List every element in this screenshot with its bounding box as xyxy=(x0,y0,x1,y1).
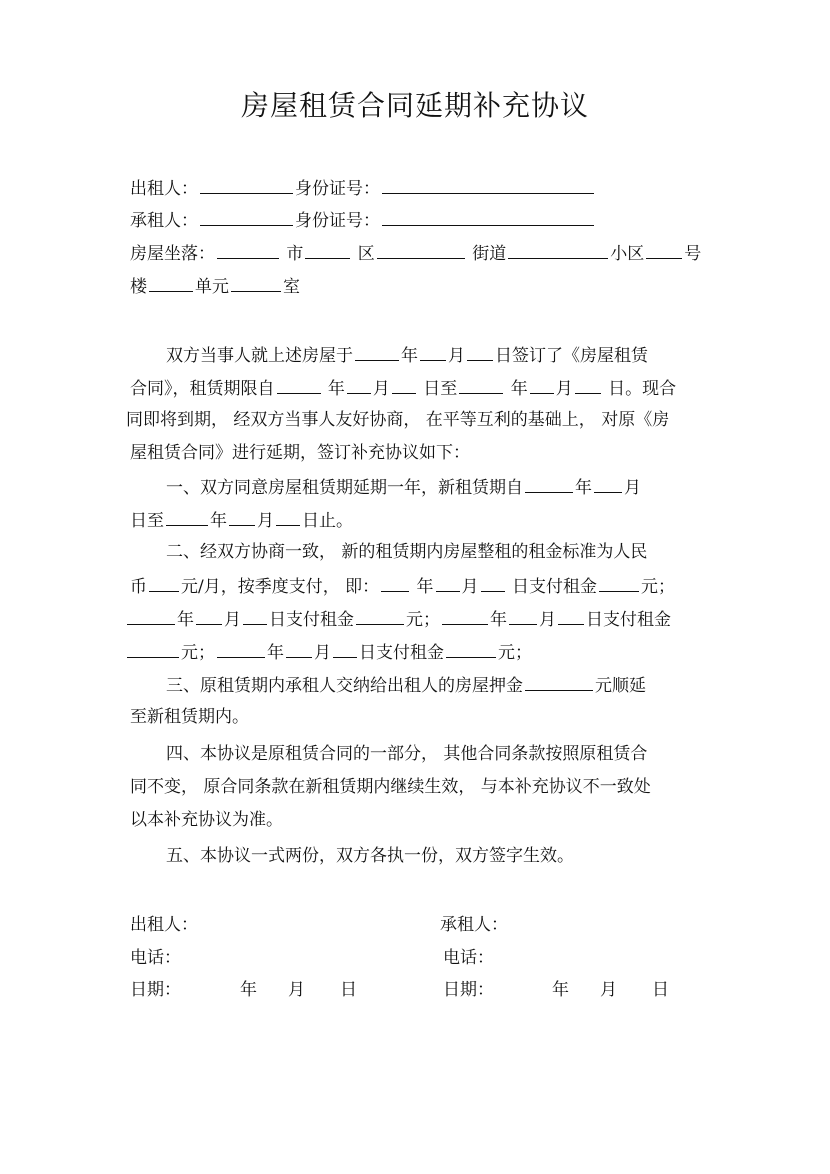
line-text: 一、双方同意房屋租赁期延期一年，新租赁期自 xyxy=(166,478,523,498)
fill-in-blank[interactable] xyxy=(243,607,267,625)
line-text: 日支付租金 xyxy=(269,610,354,630)
line-text: 同即将到期， 经双方当事人友好协商， 在平等互利的基础上， 对原《房 xyxy=(126,410,670,430)
fill-in-blank[interactable] xyxy=(200,208,293,226)
line-text: 元顺延 xyxy=(595,676,646,696)
line-text: 日支付租金 xyxy=(506,577,597,597)
fill-in-blank[interactable] xyxy=(217,241,279,259)
fill-in-blank[interactable] xyxy=(442,607,488,625)
line-text: 身份证号： xyxy=(295,211,380,231)
body-line xyxy=(130,508,353,532)
line-text: 四、本协议是原租赁合同的一部分， 其他合同条款按照原租赁合 xyxy=(166,744,648,764)
fill-in-blank[interactable] xyxy=(436,574,460,592)
fill-in-blank[interactable] xyxy=(509,607,537,625)
fill-in-blank[interactable] xyxy=(217,640,265,658)
line-text: 元； xyxy=(498,643,532,663)
line-text: 币 xyxy=(130,577,147,597)
line-text: 元； xyxy=(181,643,215,663)
fill-in-blank[interactable] xyxy=(347,376,371,394)
fill-in-blank[interactable] xyxy=(392,376,416,394)
body-line xyxy=(166,475,641,499)
line-text: 月 xyxy=(624,478,641,498)
line-text: 同不变， 原合同条款在新租赁期内继续生效， 与本补充协议不一致处 xyxy=(130,777,651,797)
line-text: 合同》，租赁期限自 xyxy=(130,379,275,399)
fill-in-blank[interactable] xyxy=(231,274,281,292)
line-text: 承租人： xyxy=(130,211,198,231)
line-text: 年 xyxy=(322,379,345,399)
line-text: 区 xyxy=(352,244,375,264)
fill-in-blank[interactable] xyxy=(481,574,505,592)
lessor-label: 出租人： xyxy=(130,915,198,935)
line-text: 月 xyxy=(461,577,479,597)
body-line xyxy=(130,241,701,265)
line-text: 单元 xyxy=(195,277,229,297)
line-text: 月 xyxy=(555,379,573,399)
body-line xyxy=(166,541,647,563)
fill-in-blank[interactable] xyxy=(286,640,312,658)
body-line xyxy=(166,673,646,697)
line-text: 日。现合 xyxy=(602,379,677,399)
line-text: 至新租赁期内。 xyxy=(130,707,249,727)
line-text: 三、原租赁期内承租人交纳给出租人的房屋押金 xyxy=(166,676,523,696)
fill-in-blank[interactable] xyxy=(333,640,357,658)
line-text: 房屋坐落： xyxy=(130,244,215,264)
lessee-date: 日期： xyxy=(443,980,494,1000)
lessor-day: 日 xyxy=(340,980,357,1000)
line-text: 月 xyxy=(372,379,390,399)
fill-in-blank[interactable] xyxy=(276,508,300,526)
fill-in-blank[interactable] xyxy=(149,574,179,592)
line-text: 年 xyxy=(401,346,418,366)
fill-in-blank[interactable] xyxy=(200,176,293,194)
line-text: 日支付租金 xyxy=(586,610,671,630)
body-line xyxy=(130,442,470,464)
fill-in-blank[interactable] xyxy=(530,376,554,394)
line-text: 市 xyxy=(281,244,304,264)
line-text: 号 xyxy=(684,244,702,264)
body-line xyxy=(130,274,300,298)
lessor-date: 日期： xyxy=(130,980,181,1000)
line-text: 二、经双方协商一致， 新的租赁期内房屋整租的租金标准为人民 xyxy=(166,542,648,562)
fill-in-blank[interactable] xyxy=(558,607,584,625)
body-line xyxy=(166,845,574,867)
line-text: 室 xyxy=(283,277,300,297)
body-line xyxy=(130,376,676,400)
fill-in-blank[interactable] xyxy=(420,343,446,361)
line-text: 元； xyxy=(406,610,440,630)
line-text: 楼 xyxy=(130,277,147,297)
lessee-month: 月 xyxy=(600,980,617,1000)
fill-in-blank[interactable] xyxy=(646,241,682,259)
lessee-year: 年 xyxy=(552,980,569,1000)
body-line xyxy=(130,574,675,598)
line-text: 月 xyxy=(257,511,274,531)
body-line xyxy=(130,706,249,728)
fill-in-blank[interactable] xyxy=(196,607,222,625)
fill-in-blank[interactable] xyxy=(127,640,179,658)
document-title: 房屋租赁合同延期补充协议 xyxy=(240,89,589,122)
line-text: 年 xyxy=(505,379,528,399)
fill-in-blank[interactable] xyxy=(305,241,350,259)
fill-in-blank[interactable] xyxy=(575,376,601,394)
fill-in-blank[interactable] xyxy=(525,673,593,691)
line-text: 出租人： xyxy=(130,179,198,199)
fill-in-blank[interactable] xyxy=(356,607,404,625)
line-text: 年 xyxy=(575,478,592,498)
body-line xyxy=(126,409,669,431)
line-text: 日止。 xyxy=(302,511,353,531)
line-text: 元/月，按季度支付， 即： xyxy=(181,577,380,597)
fill-in-blank[interactable] xyxy=(149,274,193,292)
fill-in-blank[interactable] xyxy=(382,176,594,194)
body-line xyxy=(125,607,671,631)
lessee-phone: 电话： xyxy=(443,948,494,968)
line-text: 五、本协议一式两份，双方各执一份，双方签字生效。 xyxy=(166,846,574,866)
body-line xyxy=(125,640,532,664)
line-text: 月 xyxy=(224,610,241,630)
line-text: 小区 xyxy=(610,244,645,264)
fill-in-blank[interactable] xyxy=(599,574,639,592)
body-line xyxy=(166,343,648,367)
body-line xyxy=(130,809,283,831)
lessee-day: 日 xyxy=(652,980,669,1000)
fill-in-blank[interactable] xyxy=(229,508,255,526)
line-text: 日签订了《房屋租赁 xyxy=(495,346,648,366)
line-text: 街道 xyxy=(466,244,507,264)
line-text: 年 xyxy=(210,511,227,531)
fill-in-blank[interactable] xyxy=(377,241,465,259)
fill-in-blank[interactable] xyxy=(594,475,622,493)
fill-in-blank[interactable] xyxy=(382,208,594,226)
body-line xyxy=(166,743,647,765)
lessee-label: 承租人： xyxy=(440,915,508,935)
line-text: 身份证号： xyxy=(295,179,380,199)
fill-in-blank[interactable] xyxy=(277,376,321,394)
fill-in-blank[interactable] xyxy=(525,475,573,493)
line-text: 以本补充协议为准。 xyxy=(130,810,283,830)
body-line xyxy=(130,208,596,232)
fill-in-blank[interactable] xyxy=(381,574,409,592)
fill-in-blank[interactable] xyxy=(166,508,208,526)
line-text: 年 xyxy=(411,577,434,597)
body-line xyxy=(130,176,596,200)
lessor-month: 月 xyxy=(288,980,305,1000)
fill-in-blank[interactable] xyxy=(446,640,496,658)
line-text: 年 xyxy=(177,610,194,630)
line-text: 年 xyxy=(267,643,284,663)
line-text: 月 xyxy=(448,346,465,366)
body-line xyxy=(130,776,651,798)
fill-in-blank[interactable] xyxy=(467,343,493,361)
fill-in-blank[interactable] xyxy=(355,343,399,361)
line-text: 日支付租金 xyxy=(359,643,444,663)
line-text: 年 xyxy=(490,610,507,630)
fill-in-blank[interactable] xyxy=(459,376,503,394)
line-text: 屋租赁合同》进行延期，签订补充协议如下： xyxy=(130,443,470,463)
line-text: 元； xyxy=(640,577,675,597)
line-text: 日至 xyxy=(417,379,458,399)
line-text: 双方当事人就上述房屋于 xyxy=(166,346,353,366)
fill-in-blank[interactable] xyxy=(508,241,608,259)
fill-in-blank[interactable] xyxy=(127,607,175,625)
line-text: 月 xyxy=(539,610,556,630)
line-text: 日至 xyxy=(130,511,164,531)
line-text: 月 xyxy=(314,643,331,663)
lessor-phone: 电话： xyxy=(130,948,181,968)
lessor-year: 年 xyxy=(240,980,257,1000)
